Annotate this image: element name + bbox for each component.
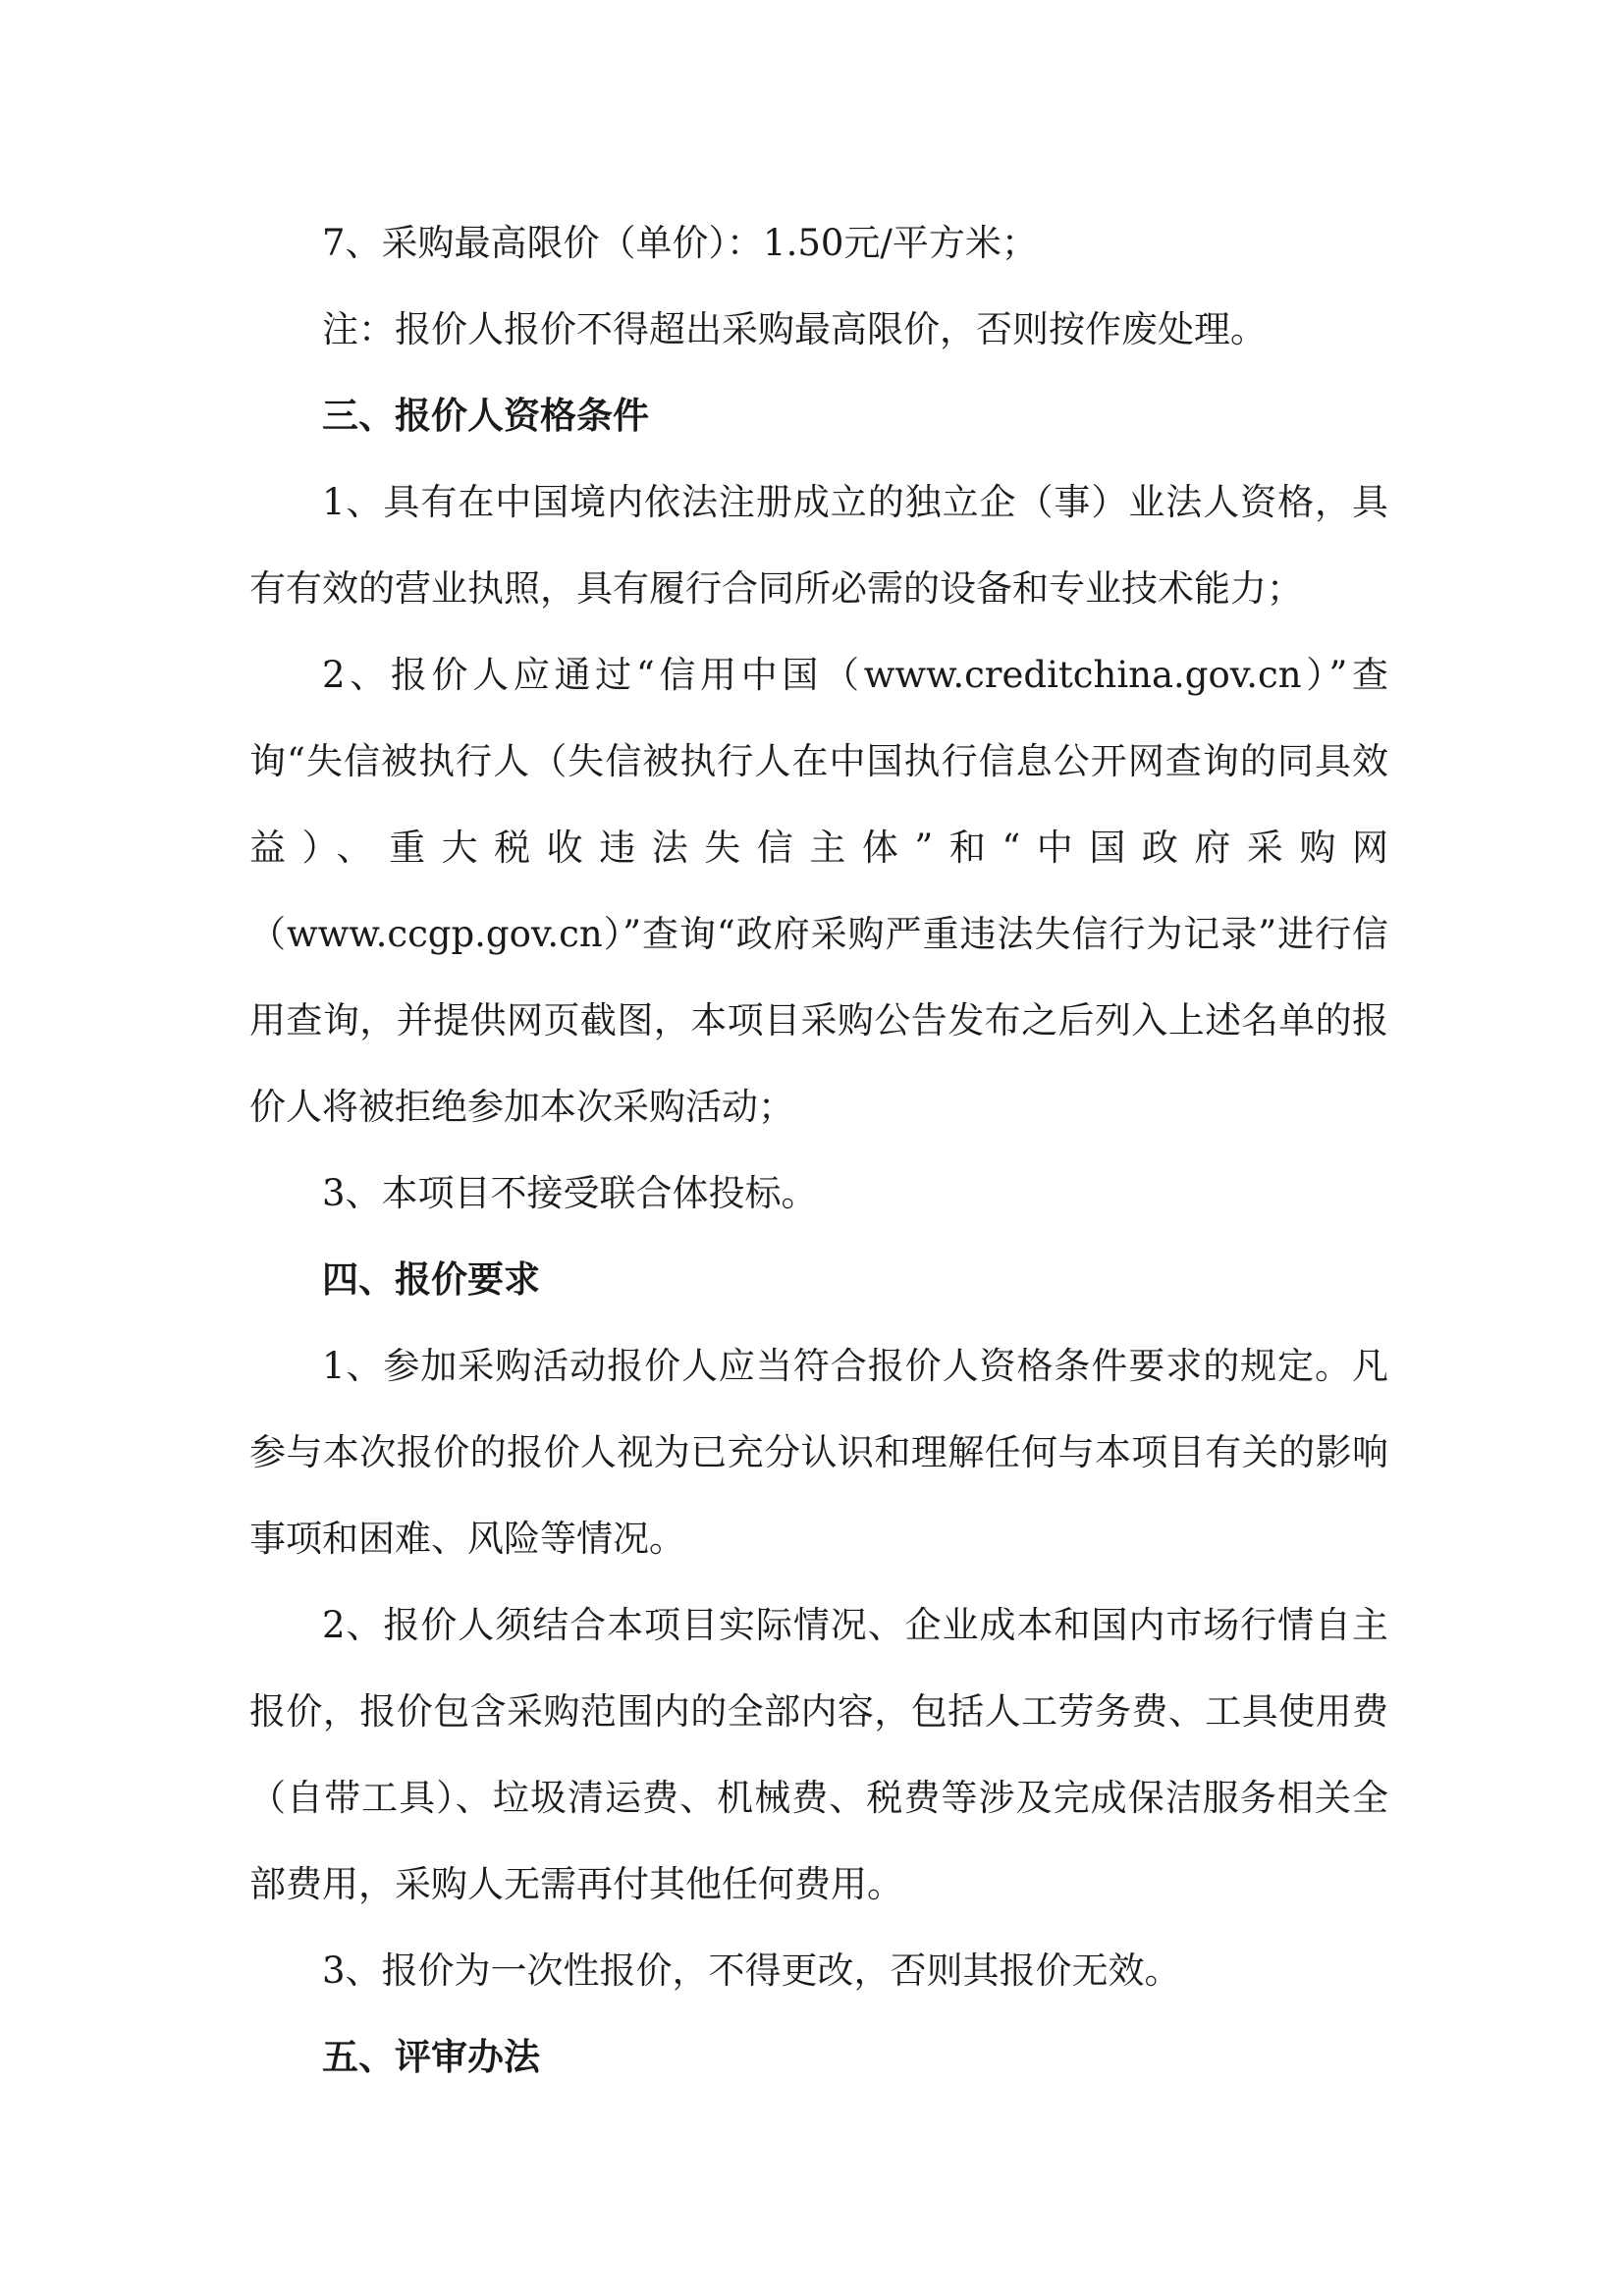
section-heading-evaluation: 五、评审办法 (322, 2036, 540, 2078)
quote-requirement-item-3: 3、报价为一次性报价，不得更改，否则其报价无效。 (322, 1949, 1181, 1992)
section-heading-qualifications: 三、报价人资格条件 (322, 395, 649, 437)
qualification-item-2: 2、报价人应通过“信用中国（www.creditchina.gov.cn）”查询“失信被执行人（失信被执行人在中国执行信息公开网查询的同具效益）、重大税收违法失信主体”和“中国政府采购网（www.ccgp.gov.cn）”查询“政府采购严重违法失信行为记录”进行信用查询，并提供网页截图，本项目采购公告发布之后列入上述名单的报价人将被拒绝参加本次采购活动； (249, 654, 1388, 1128)
price-limit-note: 注：报价人报价不得超出采购最高限价，否则按作废处理。 (322, 308, 1267, 350)
section-heading-quote-requirements: 四、报价要求 (322, 1258, 540, 1301)
qualification-item-3: 3、本项目不接受联合体投标。 (322, 1172, 818, 1214)
price-limit-item: 7、采购最高限价（单价）：1.50元/平方米； (322, 222, 1038, 264)
document-body (249, 200, 1388, 2101)
quote-requirement-item-2: 2、报价人须结合本项目实际情况、企业成本和国内市场行情自主报价，报价包含采购范围内的全部内容，包括人工劳务费、工具使用费（自带工具）、垃圾清运费、机械费、税费等涉及完成保洁服务相关全部费用，采购人无需再付其他任何费用。 (249, 1604, 1388, 1905)
qualification-item-1: 1、具有在中国境内依法注册成立的独立企（事）业法人资格，具有有效的营业执照，具有履行合同所必需的设备和专业技术能力； (249, 481, 1388, 610)
quote-requirement-item-1: 1、参加采购活动报价人应当符合报价人资格条件要求的规定。凡参与本次报价的报价人视为已充分认识和理解任何与本项目有关的影响事项和困难、风险等情况。 (249, 1345, 1388, 1560)
